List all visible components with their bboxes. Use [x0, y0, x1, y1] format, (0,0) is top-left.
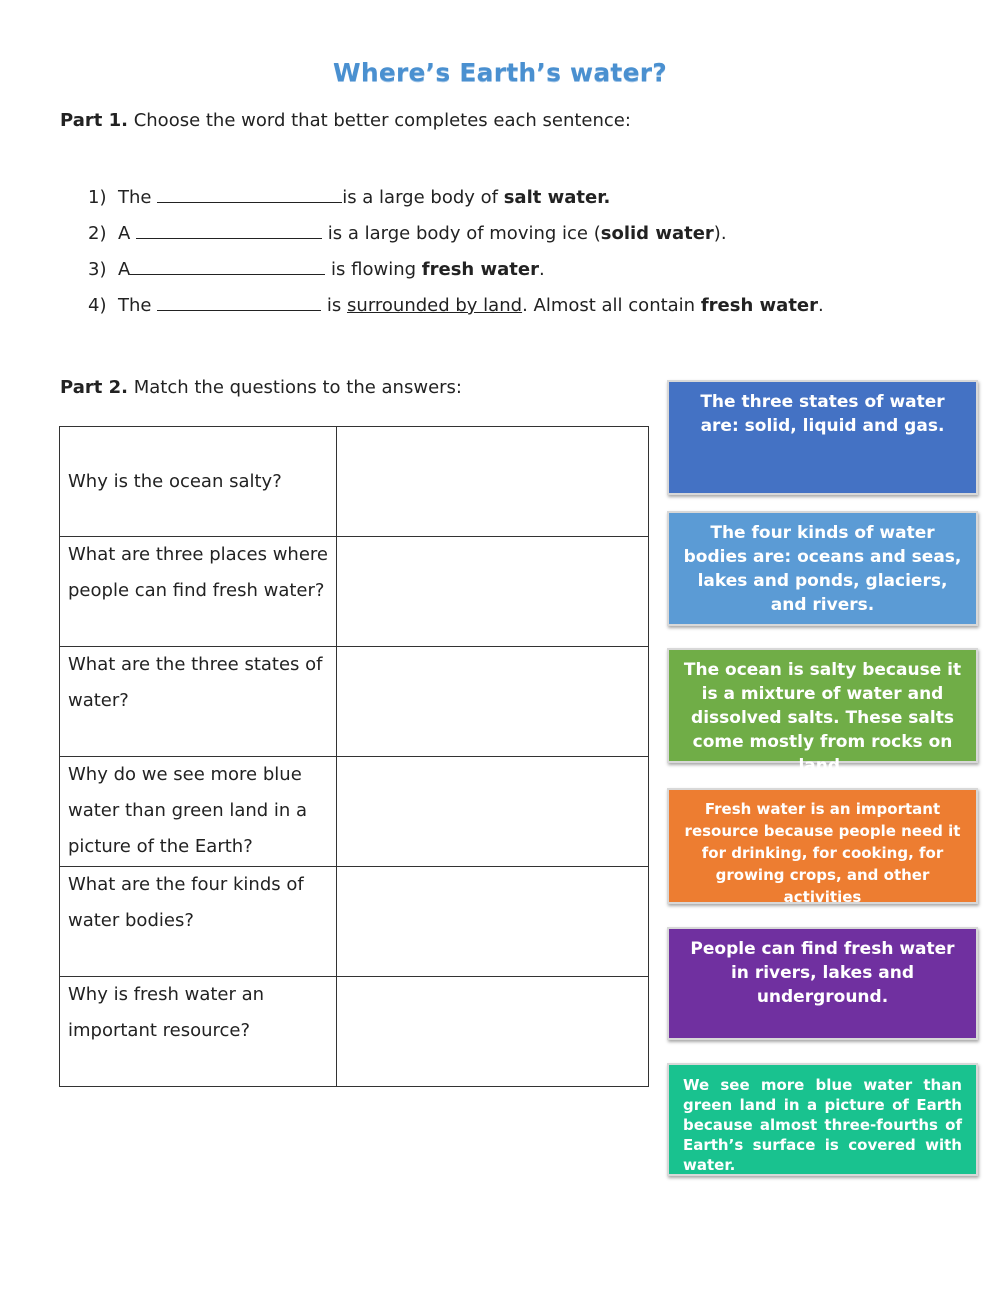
question-cell: What are the four kinds of water bodies?	[60, 867, 337, 977]
sentence-text: A	[118, 223, 137, 244]
question-cell: Why is the ocean salty?	[60, 427, 337, 537]
answer-blank-2[interactable]	[136, 220, 322, 239]
sentence-text: is	[321, 295, 348, 316]
sentence-number: 4)	[88, 295, 107, 316]
answer-blank-3[interactable]	[130, 256, 325, 275]
table-row	[60, 427, 649, 537]
sentence-text: . Almost all contain	[522, 295, 701, 316]
sentence-bold: fresh water	[421, 259, 539, 280]
sentence-text: The	[118, 187, 158, 208]
part2-label: Part 2.	[60, 377, 128, 398]
sentence-number: 1)	[88, 187, 107, 208]
question-cell: What are the three states of water?	[60, 647, 337, 757]
matching-table	[59, 426, 649, 1087]
answer-drop-zone[interactable]	[337, 647, 649, 757]
answer-card-ocean-salty[interactable]: The ocean is salty because it is a mixture of water and dissolved salts. These salts come mostly from rocks on land.	[667, 648, 978, 763]
sentence-text: A	[118, 259, 131, 280]
question-cell: Why is fresh water an important resource?	[60, 977, 337, 1087]
sentence-text: .	[538, 259, 545, 280]
answer-card-find-fresh-water[interactable]: People can find fresh water in rivers, lakes and underground.	[667, 927, 978, 1040]
part1-instruction: Choose the word that better completes each sentence:	[133, 110, 631, 131]
answer-blank-1[interactable]	[157, 184, 342, 203]
table-row	[60, 867, 649, 977]
answer-drop-zone[interactable]	[337, 977, 649, 1087]
answer-card-states-of-water[interactable]: The three states of water are: solid, liquid and gas.	[667, 380, 978, 495]
table-row	[60, 647, 649, 757]
sentence-bold: salt water.	[503, 187, 611, 208]
sentence-4	[88, 292, 824, 328]
sentence-text: is a large body of moving ice (	[322, 223, 601, 244]
fill-in-sentences	[88, 184, 824, 328]
sentence-bold: fresh water	[700, 295, 819, 316]
sentence-2	[88, 220, 824, 256]
question-cell: What are three places where people can find fresh water?	[60, 537, 337, 647]
part2-instruction: Match the questions to the answers:	[133, 377, 462, 398]
part1-heading	[60, 110, 631, 131]
sentence-underline: surrounded by land	[347, 295, 523, 316]
answer-drop-zone[interactable]	[337, 537, 649, 647]
part1-label: Part 1.	[60, 110, 128, 131]
sentence-text: is a large body of	[342, 187, 504, 208]
sentence-bold: solid water	[600, 223, 714, 244]
answer-card-blue-water[interactable]: We see more blue water than green land in a picture of Earth because almost three-fourths of Earth’s surface is covered with water.	[667, 1063, 978, 1176]
answer-blank-4[interactable]	[157, 292, 321, 311]
sentence-number: 2)	[88, 223, 107, 244]
answer-drop-zone[interactable]	[337, 427, 649, 537]
sentence-number: 3)	[88, 259, 107, 280]
answer-card-water-bodies[interactable]: The four kinds of water bodies are: oceans and seas, lakes and ponds, glaciers, and rivers.	[667, 511, 978, 626]
part2-heading	[60, 377, 462, 398]
answer-drop-zone[interactable]	[337, 757, 649, 867]
answer-drop-zone[interactable]	[337, 867, 649, 977]
sentence-text: The	[118, 295, 158, 316]
table-row	[60, 977, 649, 1087]
page-title: Where’s Earth’s water?	[333, 58, 667, 87]
sentence-3	[88, 256, 824, 292]
sentence-text: ).	[713, 223, 727, 244]
sentence-text: .	[818, 295, 824, 316]
sentence-1	[88, 184, 824, 220]
question-cell: Why do we see more blue water than green land in a picture of the Earth?	[60, 757, 337, 867]
answer-card-fresh-water-resource[interactable]: Fresh water is an important resource because people need it for drinking, for cooking, for growing crops, and other activities	[667, 788, 978, 904]
sentence-text: is flowing	[325, 259, 422, 280]
table-row	[60, 757, 649, 867]
table-row	[60, 537, 649, 647]
